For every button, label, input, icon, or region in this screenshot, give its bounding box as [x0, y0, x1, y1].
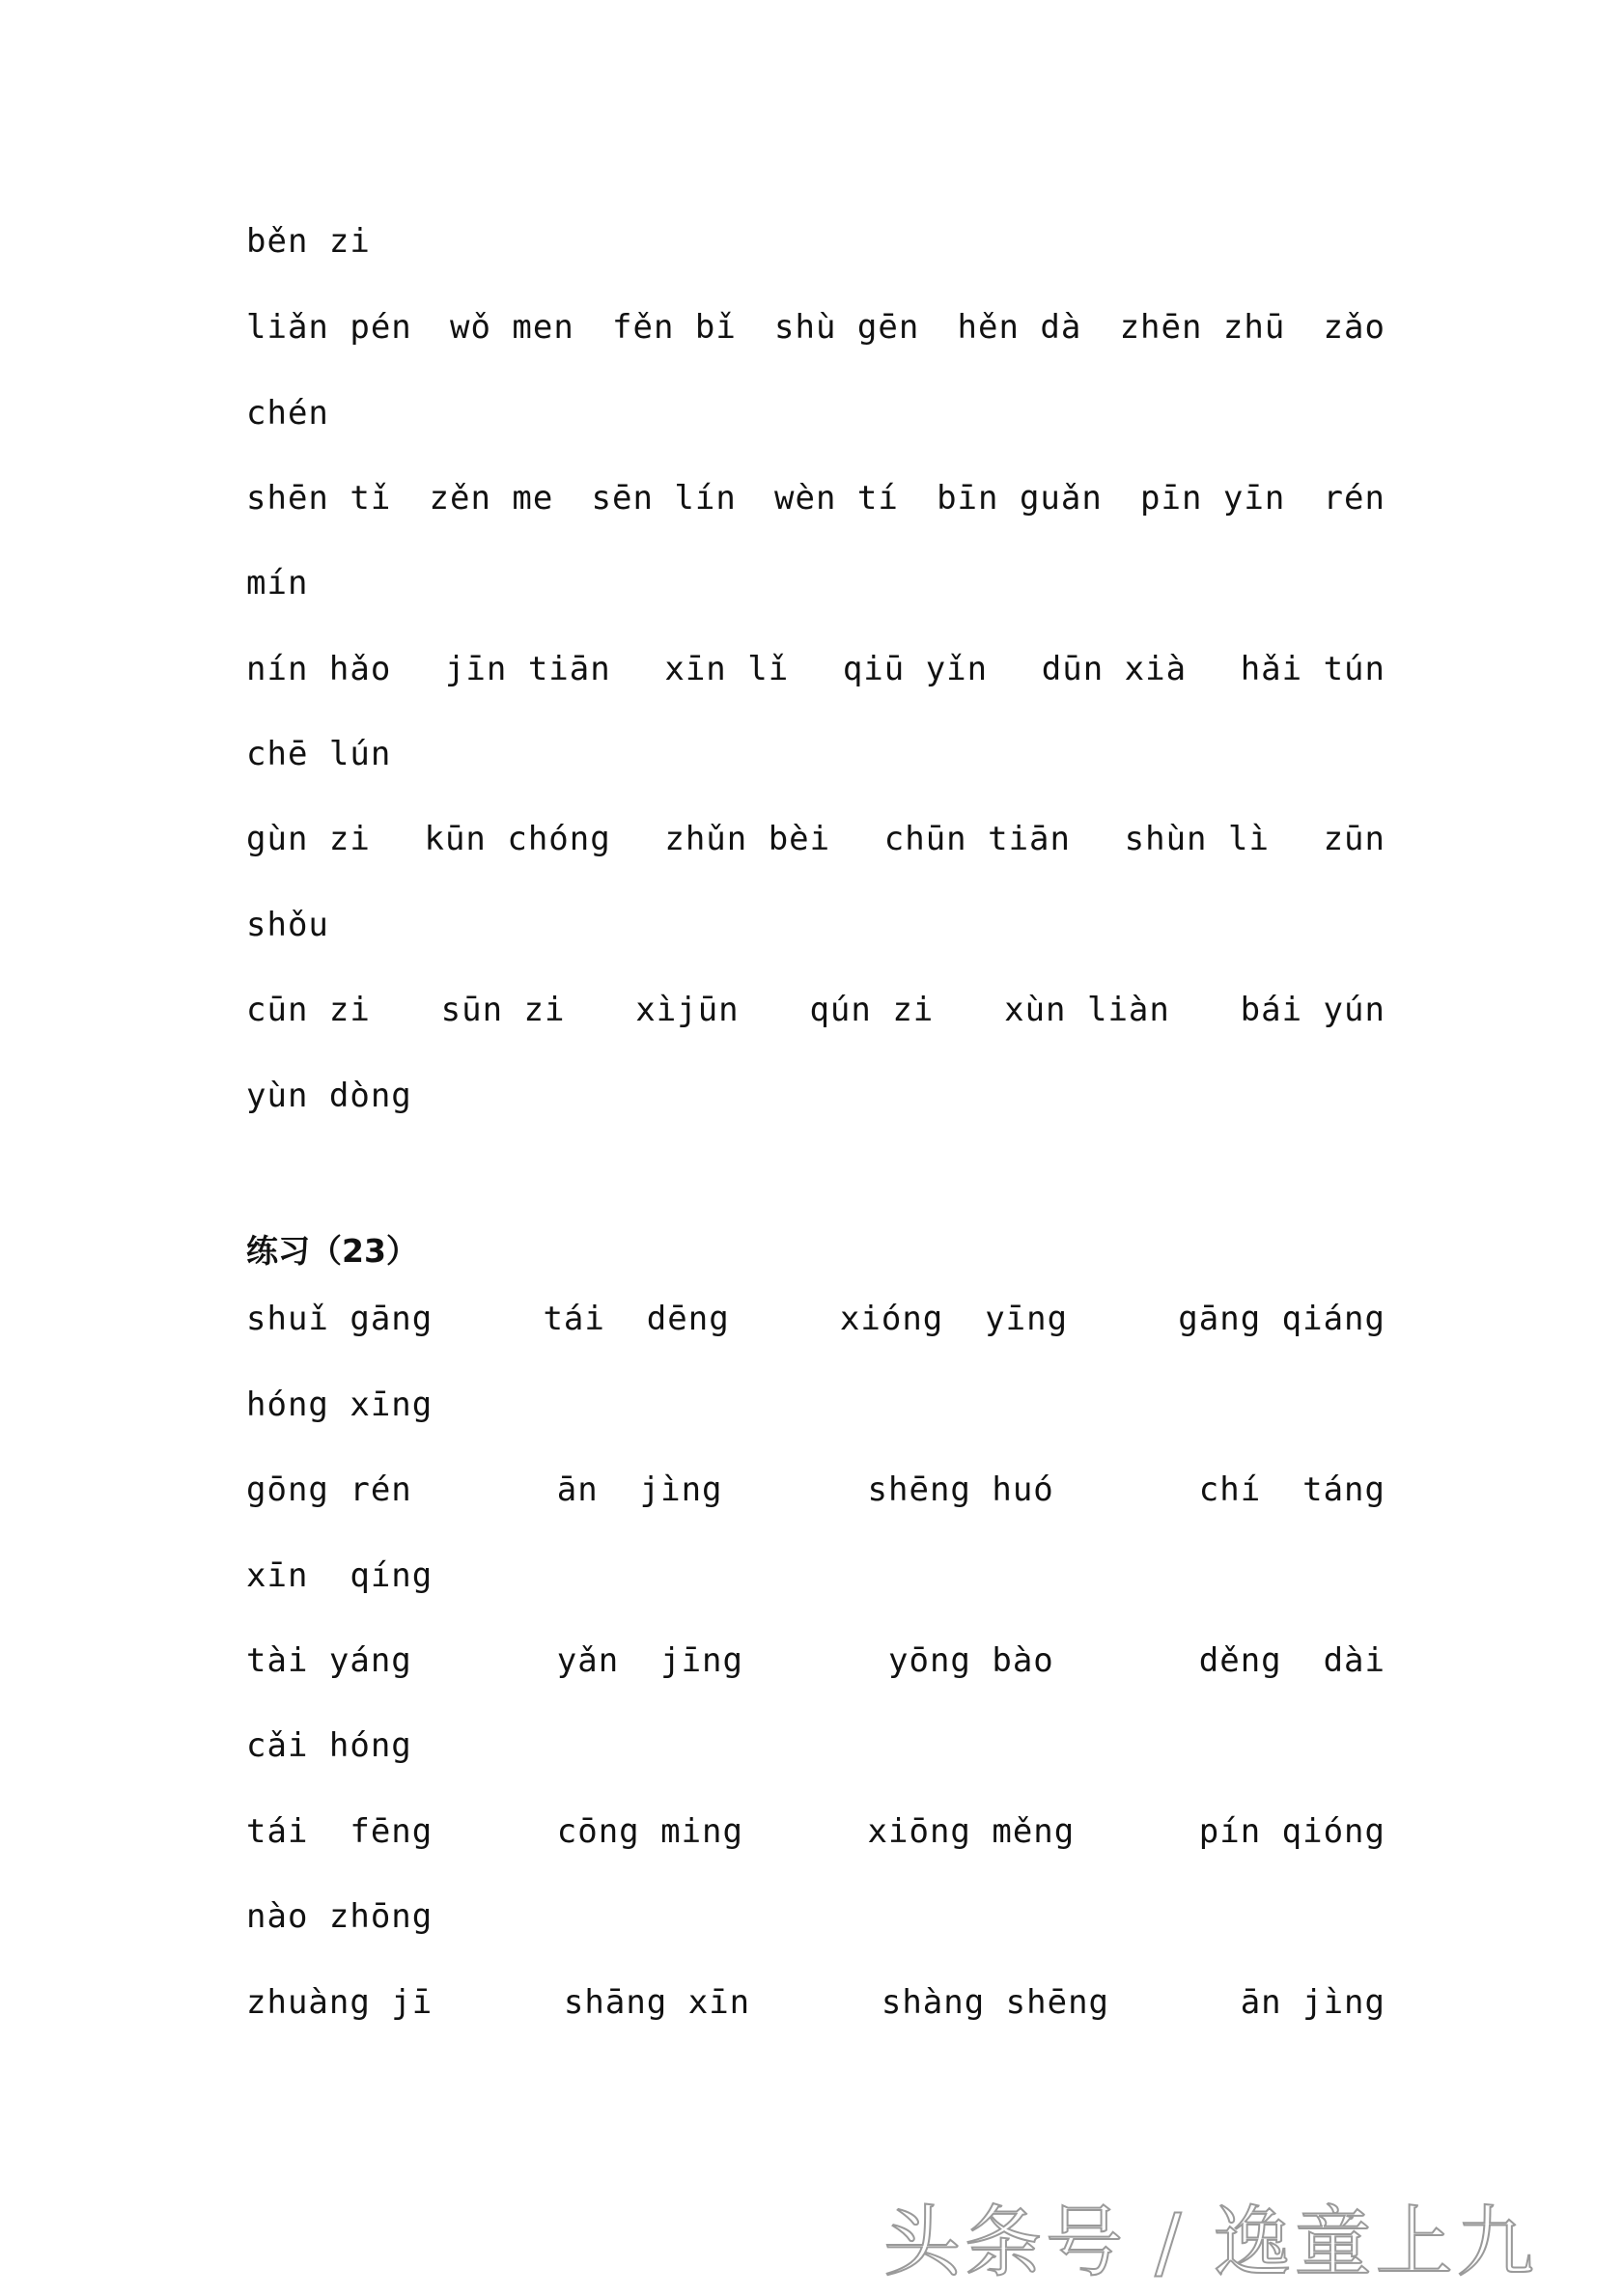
pinyin-word: ān jìng [1240, 1983, 1385, 2022]
pinyin-word: zūn [1323, 820, 1385, 858]
pinyin-word: cōng ming [556, 1812, 743, 1851]
pinyin-line [246, 560, 1385, 606]
pinyin-word: shù gēn [774, 308, 920, 347]
pinyin-word: gāng qiáng [1178, 1300, 1385, 1338]
pinyin-line [246, 1722, 1385, 1769]
pinyin-line [246, 218, 1385, 265]
pinyin-word: zěn me [429, 479, 554, 518]
pinyin-line [246, 1467, 1385, 1513]
pinyin-word: yùn dòng [246, 1077, 412, 1115]
pinyin-word: liǎn pén [246, 308, 412, 347]
pinyin-word: sēn lín [591, 479, 737, 518]
pinyin-line [246, 1296, 1385, 1342]
pinyin-line [246, 304, 1385, 350]
pinyin-line [246, 816, 1385, 862]
pinyin-word: gùn zi [246, 820, 371, 858]
pinyin-line [246, 1553, 1385, 1599]
pinyin-word: bái yún [1240, 991, 1385, 1029]
pinyin-word: shuǐ gāng [246, 1300, 434, 1338]
pinyin-word: gōng rén [246, 1470, 412, 1509]
pinyin-word: dūn xià [1041, 650, 1188, 688]
pinyin-line [246, 646, 1385, 692]
pinyin-word: mín [246, 564, 309, 602]
pinyin-word: rén [1323, 479, 1385, 518]
pinyin-word: shāng xīn [563, 1983, 751, 2022]
pinyin-word: hěn dà [957, 308, 1082, 347]
pinyin-word: chí táng [1198, 1470, 1385, 1509]
pinyin-word: qún zi [809, 991, 935, 1029]
pinyin-word: děng dài [1198, 1641, 1385, 1680]
pinyin-word: shēn tǐ [246, 479, 392, 518]
pinyin-word: qiū yǐn [842, 650, 989, 688]
pinyin-word: shēng huó [867, 1470, 1054, 1509]
pinyin-word: xùn liàn [1004, 991, 1170, 1029]
pinyin-word: fěn bǐ [612, 308, 737, 347]
pinyin-word: wèn tí [774, 479, 899, 518]
pinyin-word: jīn tiān [444, 650, 611, 688]
pinyin-word: shàng shēng [881, 1983, 1110, 2022]
pinyin-word: ān jìng [556, 1470, 723, 1509]
pinyin-line [246, 987, 1385, 1033]
pinyin-word: tái dēng [543, 1300, 730, 1338]
pinyin-word: yōng bào [888, 1641, 1054, 1680]
pinyin-word: zhǔn bèi [664, 820, 831, 858]
pinyin-word: hóng xīng [246, 1386, 434, 1424]
pinyin-line [246, 1382, 1385, 1428]
pinyin-word: cūn zi [246, 991, 371, 1029]
pinyin-word: xiōng měng [867, 1812, 1076, 1851]
pinyin-line [246, 1073, 1385, 1119]
pinyin-word: hǎi tún [1240, 650, 1385, 688]
pinyin-word: kūn chóng [424, 820, 611, 858]
pinyin-word: xióng yīng [839, 1300, 1069, 1338]
pinyin-word: sūn zi [440, 991, 566, 1029]
pinyin-word: chén [246, 394, 329, 433]
section-heading: 练习（23） [246, 1232, 418, 1270]
pinyin-line [246, 475, 1385, 521]
pinyin-word: tái fēng [246, 1812, 434, 1851]
pinyin-word: zǎo [1323, 308, 1385, 347]
pinyin-word: chūn tiān [883, 820, 1071, 858]
pinyin-line [246, 1808, 1385, 1855]
pinyin-word: zhuàng jī [246, 1983, 434, 2022]
pinyin-word: wǒ men [449, 308, 574, 347]
watermark: 头条号 / 逸童上九 [883, 2198, 1538, 2287]
pinyin-line [246, 731, 1385, 777]
pinyin-word: shùn lì [1124, 820, 1270, 858]
pinyin-word: pīn yīn [1140, 479, 1286, 518]
pinyin-line [246, 390, 1385, 436]
pinyin-word: zhēn zhū [1119, 308, 1286, 347]
pinyin-line [246, 902, 1385, 948]
pinyin-word: xīn qíng [246, 1556, 434, 1595]
pinyin-word: běn zi [246, 222, 371, 261]
pinyin-word: tài yáng [246, 1641, 412, 1680]
pinyin-line [246, 1638, 1385, 1684]
pinyin-line [246, 1979, 1385, 2026]
pinyin-word: bīn guǎn [937, 479, 1103, 518]
pinyin-word: chē lún [246, 735, 392, 773]
pinyin-word: cǎi hóng [246, 1726, 412, 1765]
pinyin-word: nín hǎo [246, 650, 392, 688]
pinyin-word: nào zhōng [246, 1897, 434, 1936]
pinyin-word: shǒu [246, 906, 329, 944]
pinyin-word: xīn lǐ [664, 650, 790, 688]
pinyin-line [246, 1893, 1385, 1940]
pinyin-word: pín qióng [1198, 1812, 1385, 1851]
pinyin-word: yǎn jīng [556, 1641, 743, 1680]
pinyin-word: xìjūn [635, 991, 740, 1029]
